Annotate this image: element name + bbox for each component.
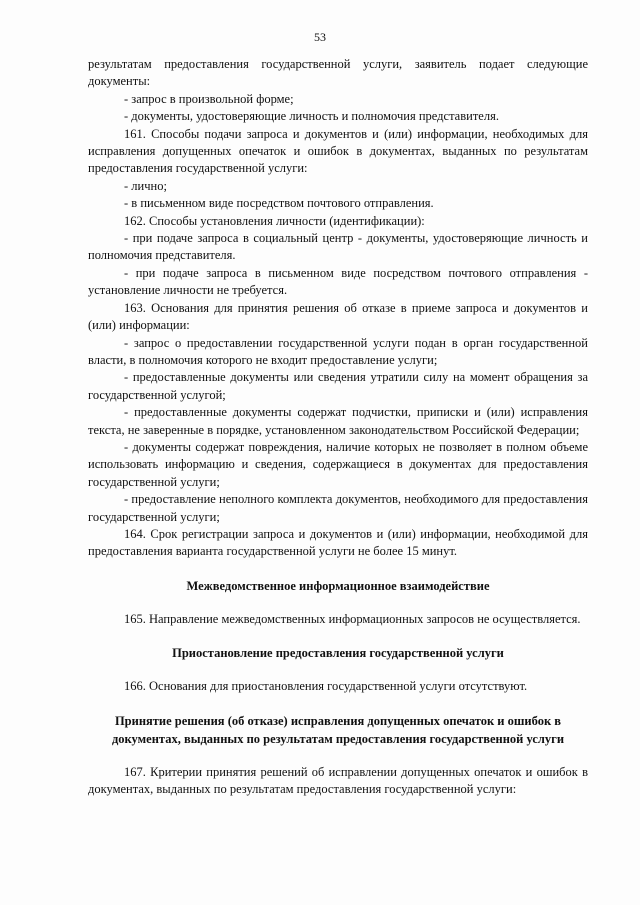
paragraph-165: 165. Направление межведомственных информационных запросов не осуществляется. — [124, 611, 581, 626]
paragraph-163: 163. Основания для принятия решения об отказе в приеме запроса и документов и (или) информации: — [88, 300, 588, 333]
spacer — [88, 748, 588, 764]
list-item: - предоставление неполного комплекта документов, необходимого для предоставления государственной услуги; — [88, 492, 588, 524]
spacer — [88, 628, 588, 644]
spacer — [88, 696, 588, 712]
page-number: 53 — [314, 30, 326, 44]
list-item: - в письменном виде посредством почтового отправления. — [124, 196, 434, 211]
list-item: - при подаче запроса в письменном виде посредством почтового отправления - установление личности не требуется. — [88, 265, 588, 298]
paragraph: результатам предоставления государственной услуги, заявитель подает следующие документы: — [88, 57, 588, 89]
document-body — [88, 56, 588, 798]
paragraph-164: 164. Срок регистрации запроса и документов и (или) информации, необходимой для предоставления варианта государственной услуги не более 15 минут. — [88, 526, 588, 559]
spacer — [88, 595, 588, 611]
list-item: - предоставленные документы или сведения утратили силу на момент обращения за государственной услугой; — [88, 370, 588, 402]
section-heading-suspension: Приостановление предоставления государственной услуги — [172, 646, 504, 661]
list-item: - лично; — [124, 178, 167, 193]
section-heading-decision: Принятие решения (об отказе) исправления допущенных опечаток и ошибок в документах, выданных по результатам предоставления государственной услуги — [111, 713, 565, 746]
list-item: - запрос о предоставлении государственной услуги подан в орган государственной власти, в полномочия которого не входит предоставление услуги; — [88, 335, 588, 367]
list-item: - документы, удостоверяющие личность и полномочия представителя. — [124, 109, 499, 124]
list-item: - запрос в произвольной форме; — [124, 91, 294, 106]
paragraph-166: 166. Основания для приостановления государственной услуги отсутствуют. — [124, 679, 528, 694]
paragraph-167: 167. Критерии принятия решений об исправлении допущенных опечаток и ошибок в документах, выданных по результатам предоставления государственной услуги: — [88, 764, 588, 796]
spacer — [88, 561, 588, 577]
section-heading-interdepartmental: Межведомственное информационное взаимодействие — [186, 578, 490, 593]
spacer — [88, 662, 588, 678]
list-item: - при подаче запроса в социальный центр - документы, удостоверяющие личность и полномочия представителя. — [88, 231, 588, 263]
list-item: - предоставленные документы содержат подчистки, приписки и (или) исправления текста, не заверенные в порядке, установленном законодательством Российской Федерации; — [88, 405, 588, 437]
list-item: - документы содержат повреждения, наличие которых не позволяет в полном объеме использовать информацию и сведения, содержащиеся в документах для предоставления государственной услуги; — [88, 439, 588, 489]
paragraph-162: 162. Способы установления личности (идентификации): — [124, 213, 425, 228]
paragraph-161: 161. Способы подачи запроса и документов и (или) информации, необходимых для исправления допущенных опечаток и ошибок в документах, выданных по результатам предоставления государственной услуги: — [88, 126, 588, 176]
